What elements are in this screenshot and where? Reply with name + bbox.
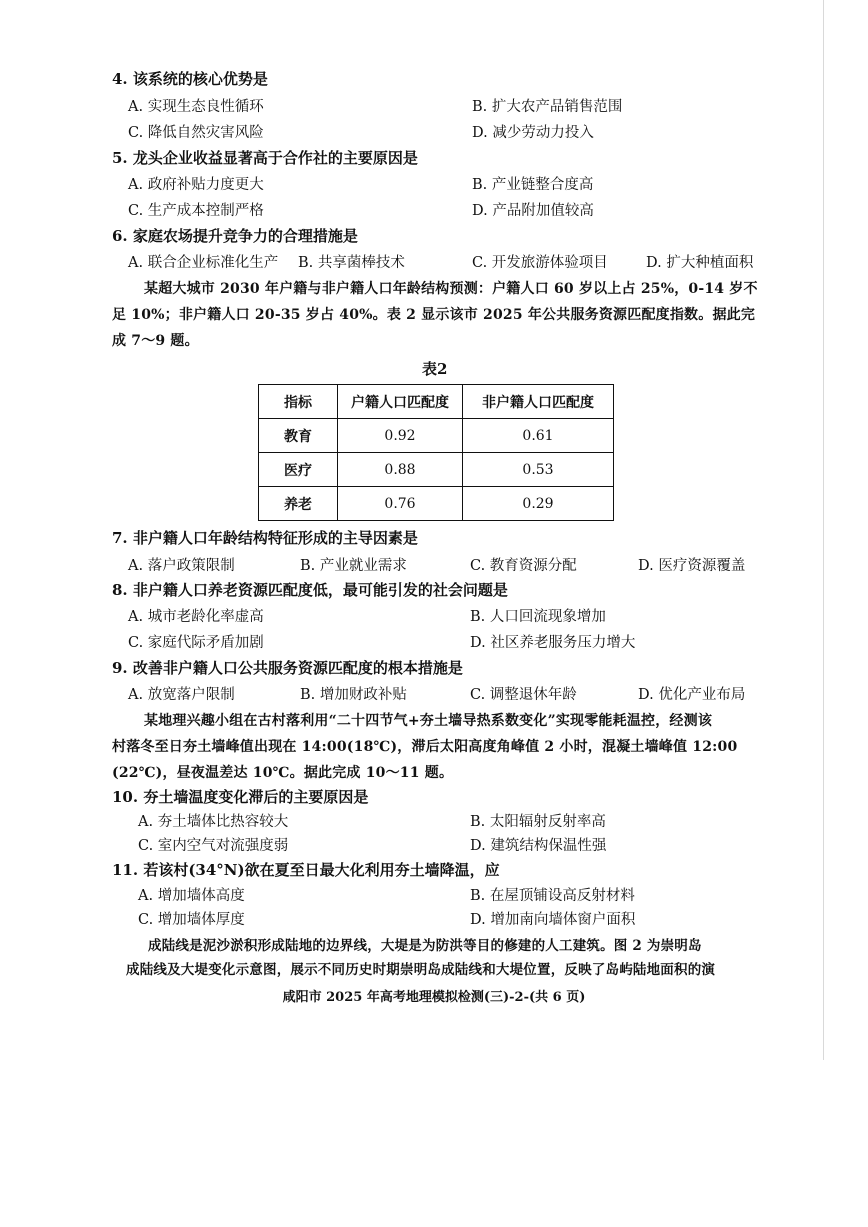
question-11-option-c: C. 增加墙体厚度 bbox=[138, 912, 245, 928]
question-6-option-d: D. 扩大种植面积 bbox=[646, 255, 754, 271]
question-10-option-d: D. 建筑结构保温性强 bbox=[470, 838, 607, 854]
question-4-option-b: B. 扩大农产品销售范围 bbox=[472, 99, 623, 115]
table-cell: 0.61 bbox=[463, 419, 614, 453]
table-header-cell: 指标 bbox=[259, 385, 338, 419]
passage-10-11-line-3: (22℃)，昼夜温差达 10℃。据此完成 10～11 题。 bbox=[112, 765, 454, 781]
question-10-option-c: C. 室内空气对流强度弱 bbox=[138, 838, 289, 854]
question-11-option-d: D. 增加南向墙体窗户面积 bbox=[470, 912, 636, 928]
question-11-option-b: B. 在屋顶铺设高反射材料 bbox=[470, 888, 635, 904]
question-9-option-c: C. 调整退休年龄 bbox=[470, 687, 577, 703]
question-7-option-b: B. 产业就业需求 bbox=[300, 558, 407, 574]
question-6-option-c: C. 开发旅游体验项目 bbox=[472, 255, 608, 271]
question-4-stem: 4. 该系统的核心优势是 bbox=[112, 70, 268, 88]
question-10-option-a: A. 夯土墙体比热容较大 bbox=[138, 814, 289, 830]
question-7-option-d: D. 医疗资源覆盖 bbox=[638, 558, 746, 574]
question-5-option-a: A. 政府补贴力度更大 bbox=[128, 177, 264, 193]
question-8-option-b: B. 人口回流现象增加 bbox=[470, 609, 606, 625]
table-header-cell: 非户籍人口匹配度 bbox=[463, 385, 614, 419]
question-9-option-d: D. 优化产业布局 bbox=[638, 687, 746, 703]
question-6-option-a: A. 联合企业标准化生产 bbox=[128, 255, 279, 271]
question-7-stem: 7. 非户籍人口年龄结构特征形成的主导因素是 bbox=[112, 529, 418, 547]
passage-10-11-line-1: 某地理兴趣小组在古村落利用“二十四节气+夯土墙导热系数变化”实现零能耗温控，经测该 bbox=[144, 713, 713, 729]
passage-7-9-line-1: 某超大城市 2030 年户籍与非户籍人口年龄结构预测：户籍人口 60 岁以上占 25%，0-14 岁不 bbox=[144, 281, 758, 297]
table-header-cell: 户籍人口匹配度 bbox=[338, 385, 463, 419]
question-5-option-b: B. 产业链整合度高 bbox=[472, 177, 594, 193]
passage-10-11-line-2: 村落冬至日夯土墙峰值出现在 14:00(18℃)，滞后太阳高度角峰值 2 小时，混凝土墙峰值 12:00 bbox=[112, 739, 738, 755]
passage-7-9-line-2: 足 10%；非户籍人口 20-35 岁占 40%。表 2 显示该市 2025 年公共服务资源匹配度指数。据此完 bbox=[112, 307, 756, 323]
question-4-option-d: D. 减少劳动力投入 bbox=[472, 125, 594, 141]
question-8-option-c: C. 家庭代际矛盾加剧 bbox=[128, 635, 264, 651]
question-9-option-a: A. 放宽落户限制 bbox=[128, 687, 235, 703]
question-7-option-c: C. 教育资源分配 bbox=[470, 558, 577, 574]
table-row bbox=[259, 487, 614, 521]
question-11-option-a: A. 增加墙体高度 bbox=[138, 888, 245, 904]
table-cell: 教育 bbox=[259, 419, 338, 453]
question-5-option-c: C. 生产成本控制严格 bbox=[128, 203, 264, 219]
passage-island-line-1: 成陆线是泥沙淤积形成陆地的边界线，大堤是为防洪等目的修建的人工建筑。图 2 为崇明岛 bbox=[148, 938, 702, 954]
question-8-option-a: A. 城市老龄化率虚高 bbox=[128, 609, 264, 625]
question-7-option-a: A. 落户政策限制 bbox=[128, 558, 235, 574]
question-11-stem: 11. 若该村(34°N)欲在夏至日最大化利用夯土墙降温，应 bbox=[112, 861, 500, 879]
question-6-stem: 6. 家庭农场提升竞争力的合理措施是 bbox=[112, 227, 358, 245]
table-header-row bbox=[259, 385, 614, 419]
question-8-option-d: D. 社区养老服务压力增大 bbox=[470, 635, 636, 651]
question-9-stem: 9. 改善非户籍人口公共服务资源匹配度的根本措施是 bbox=[112, 659, 463, 677]
table-cell: 0.53 bbox=[463, 453, 614, 487]
question-6-option-b: B. 共享菌棒技术 bbox=[298, 255, 405, 271]
table-cell: 0.29 bbox=[463, 487, 614, 521]
question-4-option-c: C. 降低自然灾害风险 bbox=[128, 125, 264, 141]
table-row bbox=[259, 453, 614, 487]
question-10-stem: 10. 夯土墙温度变化滞后的主要原因是 bbox=[112, 788, 369, 806]
table-cell: 医疗 bbox=[259, 453, 338, 487]
page-footer: 咸阳市 2025 年高考地理模拟检测(三)-2-(共 6 页) bbox=[282, 990, 586, 1005]
question-10-option-b: B. 太阳辐射反射率高 bbox=[470, 814, 606, 830]
passage-island-line-2: 成陆线及大堤变化示意图，展示不同历史时期崇明岛成陆线和大堤位置，反映了岛屿陆地面积的演 bbox=[126, 962, 716, 978]
table-caption: 表2 bbox=[422, 360, 448, 378]
table-cell: 0.76 bbox=[338, 487, 463, 521]
question-5-option-d: D. 产品附加值较高 bbox=[472, 203, 594, 219]
question-4-option-a: A. 实现生态良性循环 bbox=[128, 99, 264, 115]
question-9-option-b: B. 增加财政补贴 bbox=[300, 687, 407, 703]
question-5-stem: 5. 龙头企业收益显著高于合作社的主要原因是 bbox=[112, 149, 418, 167]
table-row bbox=[259, 419, 614, 453]
table-cell: 养老 bbox=[259, 487, 338, 521]
table-cell: 0.88 bbox=[338, 453, 463, 487]
question-8-stem: 8. 非户籍人口养老资源匹配度低，最可能引发的社会问题是 bbox=[112, 581, 508, 599]
resource-match-table bbox=[258, 384, 614, 521]
passage-7-9-line-3: 成 7～9 题。 bbox=[112, 333, 199, 349]
table-cell: 0.92 bbox=[338, 419, 463, 453]
scan-edge-line bbox=[823, 0, 824, 1060]
